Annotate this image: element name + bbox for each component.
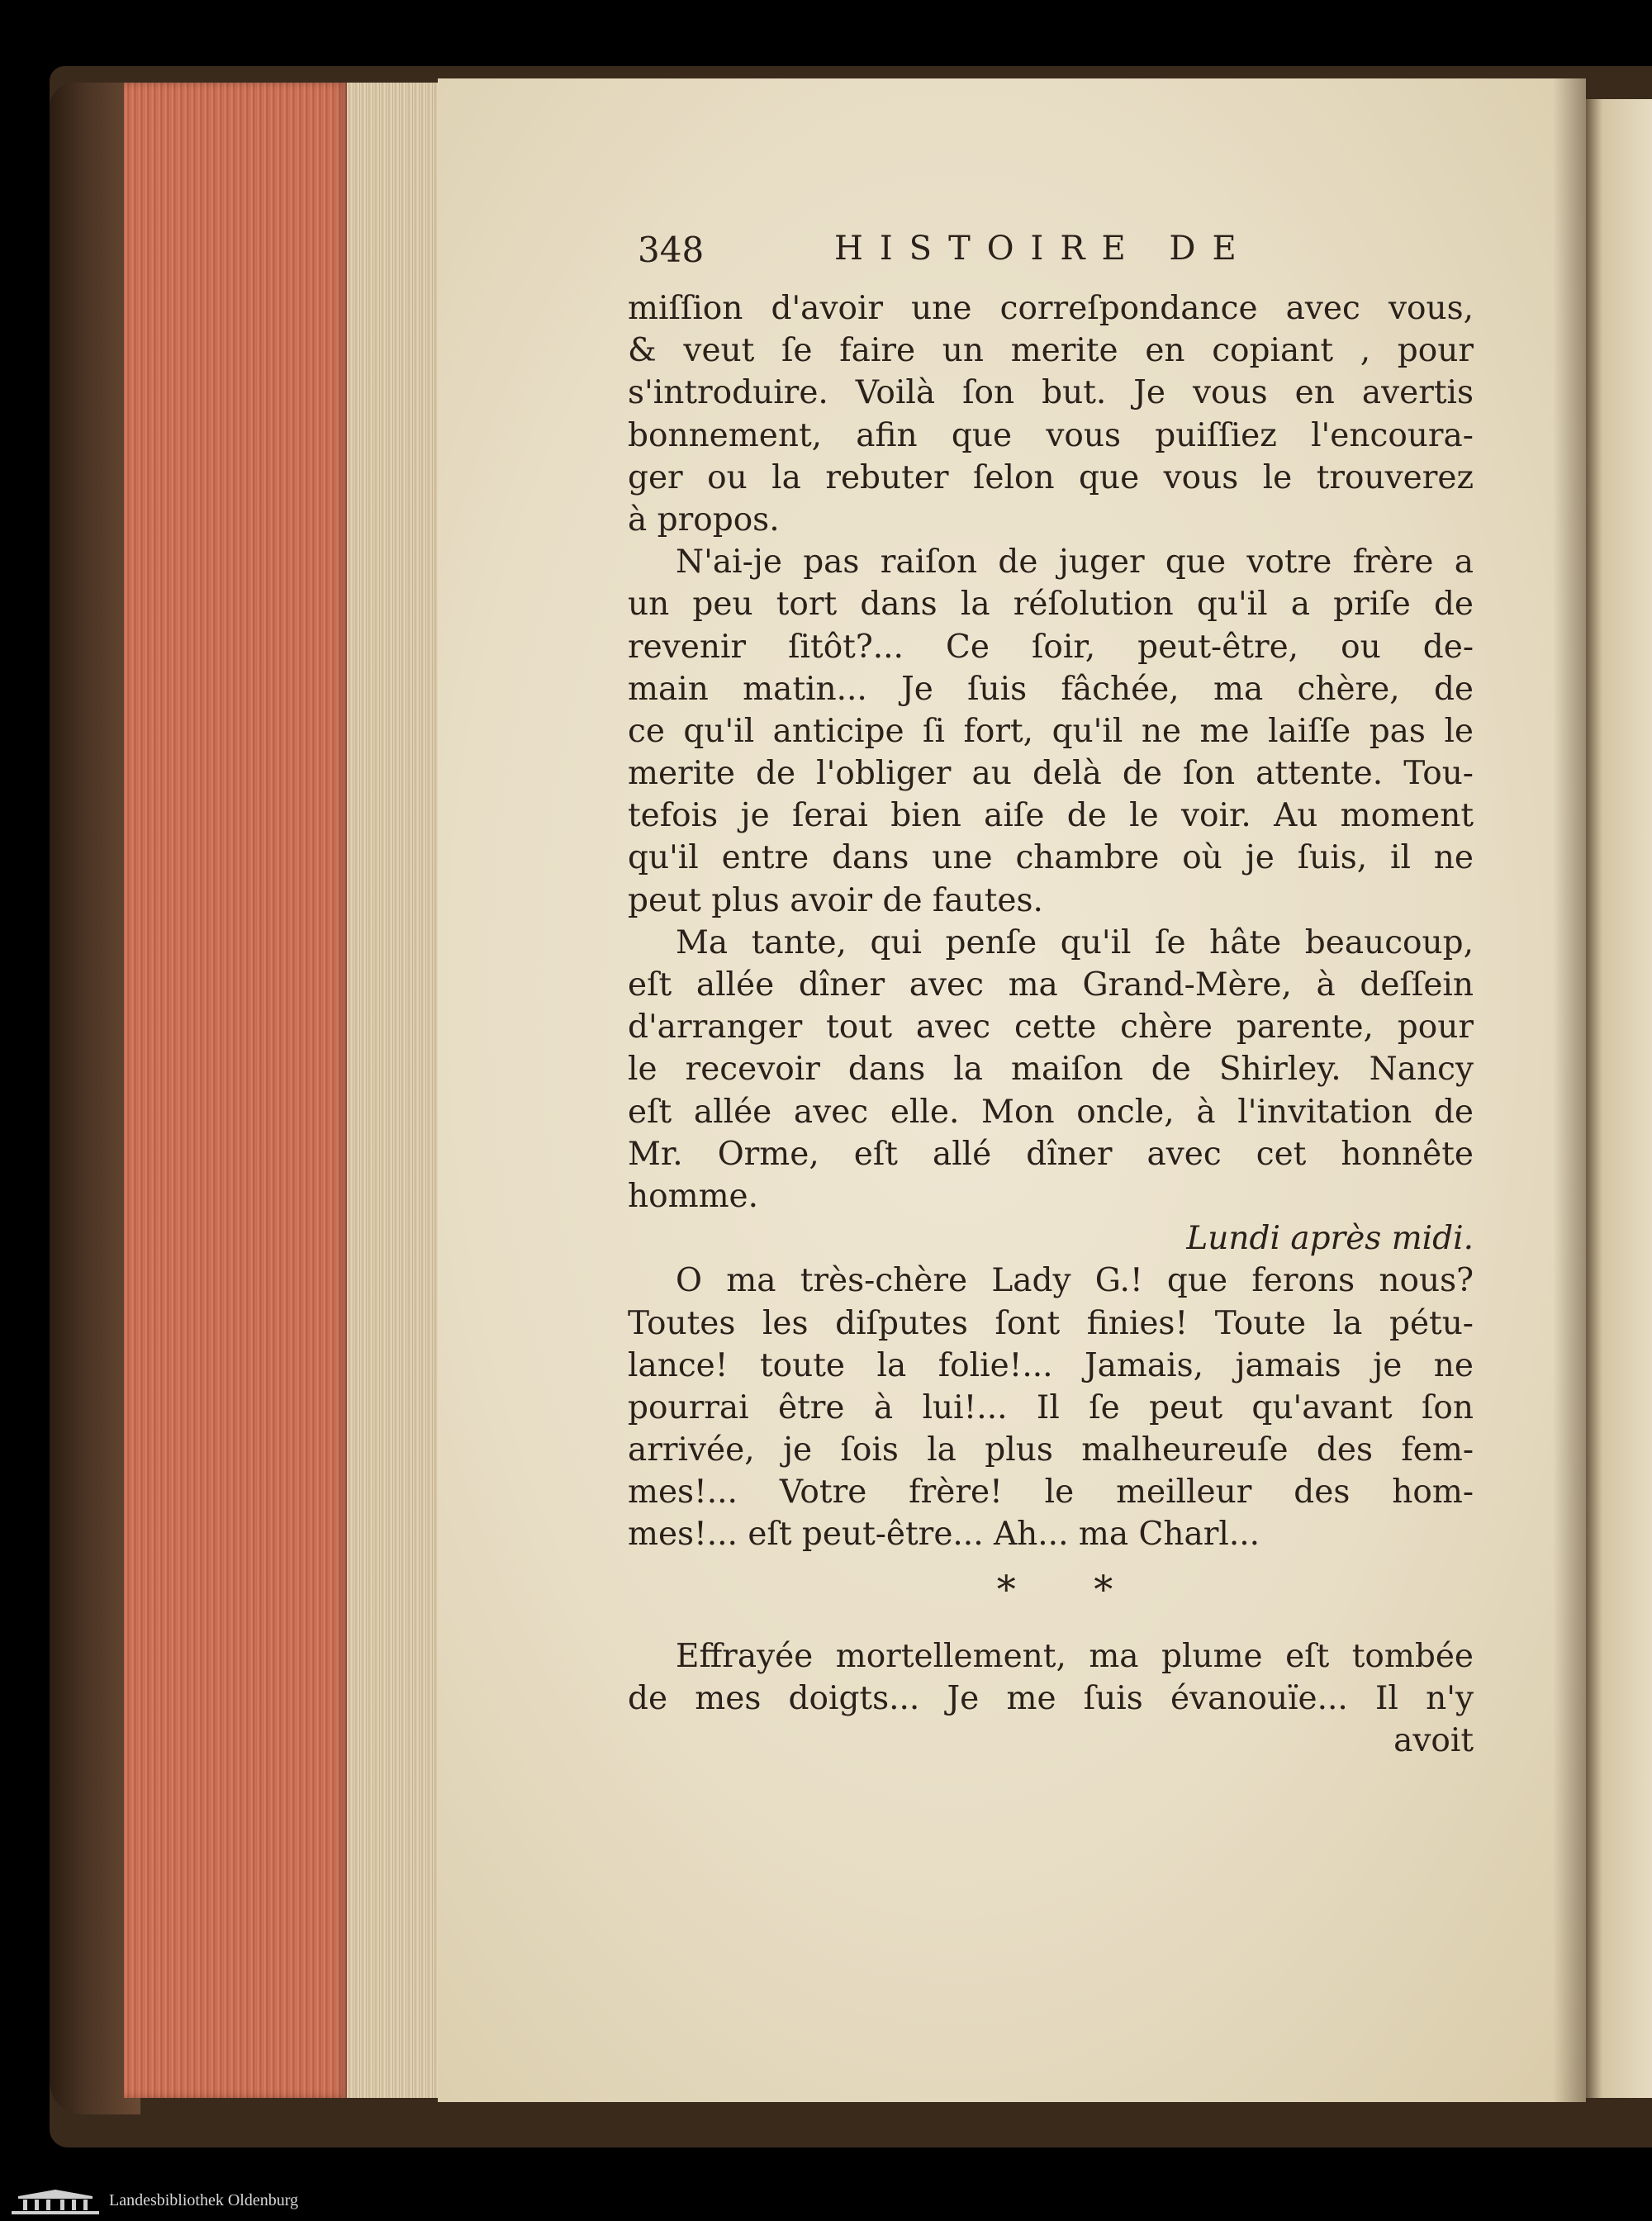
text-line: Effrayée mortellement, ma plume eſt tombée bbox=[676, 1637, 1474, 1675]
text-line: qu'il entre dans une chambre où je ſuis, il ne bbox=[628, 839, 1474, 877]
running-title: HISTOIRE DE bbox=[834, 230, 1253, 268]
text-line: mes!... eſt peut-être... Ah... ma Charl... bbox=[628, 1516, 1260, 1554]
text-line: mes!... Votre frère! le meilleur des hom- bbox=[628, 1474, 1474, 1512]
running-head bbox=[628, 230, 1474, 287]
page-text-block bbox=[628, 230, 1474, 1762]
text-line: ce qu'il anticipe ſi fort, qu'il ne me laiſſe pas le bbox=[628, 712, 1474, 750]
text-line: miſſion d'avoir une correſpondance avec vous, bbox=[628, 290, 1474, 327]
text-line: main matin... Je ſuis fâchée, ma chère, de bbox=[628, 670, 1474, 708]
text-line: O ma très-chère Lady G.! que ferons nous? bbox=[676, 1262, 1474, 1300]
text-line: revenir ſitôt?... Ce ſoir, peut-être, ou de- bbox=[628, 628, 1474, 666]
text-line: un peu tort dans la réſolution qu'il a priſe de bbox=[628, 586, 1474, 624]
footer-bar bbox=[0, 2183, 1652, 2221]
section-break-asterisks: * * bbox=[996, 1566, 1146, 1611]
text-line: eſt allée dîner avec ma Grand-Mère, à deſſein bbox=[628, 966, 1474, 1004]
dateline: Lundi après midi. bbox=[1186, 1220, 1474, 1258]
library-name: Landesbibliothek Oldenburg bbox=[109, 2191, 299, 2209]
page-number: 348 bbox=[638, 230, 705, 270]
text-line: ger ou la rebuter ſelon que vous le trouverez bbox=[628, 458, 1474, 496]
text-line: arrivée, je ſois la plus malheureuſe des fem- bbox=[628, 1431, 1474, 1469]
page-edges bbox=[347, 83, 438, 2098]
catchword: avoit bbox=[1393, 1722, 1474, 1759]
text-line: à propos. bbox=[628, 501, 780, 539]
text-line: homme. bbox=[628, 1177, 759, 1215]
text-line: & veut ſe faire un merite en copiant , pour bbox=[628, 332, 1474, 370]
text-line: lance! toute la folie!... Jamais, jamais je ne bbox=[628, 1346, 1474, 1384]
library-building-icon bbox=[10, 2188, 101, 2216]
text-line: merite de l'obliger au delà de ſon attente. Tou- bbox=[628, 755, 1474, 793]
text-line: bonnement, afin que vous puiſſiez l'encoura- bbox=[628, 416, 1474, 454]
text-line: Ma tante, qui penſe qu'il ſe hâte beaucoup, bbox=[676, 923, 1474, 961]
text-line: Toutes les diſputes ſont finies! Toute la pétu- bbox=[628, 1304, 1474, 1342]
text-line: Mr. Orme, eſt allé dîner avec cet honnête bbox=[628, 1135, 1474, 1173]
text-line: peut plus avoir de fautes. bbox=[628, 881, 1043, 919]
text-line: eſt allée avec elle. Mon oncle, à l'invitation de bbox=[628, 1093, 1474, 1131]
text-line: d'arranger tout avec cette chère parente, pour bbox=[628, 1008, 1474, 1046]
text-line: le recevoir dans la maiſon de Shirley. Nancy bbox=[628, 1051, 1474, 1089]
facing-page-edge bbox=[1586, 99, 1652, 2098]
page-edges-red bbox=[124, 83, 347, 2098]
text-line: s'introduire. Voilà ſon but. Je vous en avertis bbox=[628, 374, 1474, 412]
text-line: de mes doigts... Je me ſuis évanouïe... Il n'y bbox=[628, 1679, 1474, 1717]
text-line: tefois je ſerai bien aiſe de le voir. Au moment bbox=[628, 797, 1474, 835]
text-line: pourrai être à lui!... Il ſe peut qu'avant ſon bbox=[628, 1388, 1474, 1426]
text-line: N'ai-je pas raiſon de juger que votre frère a bbox=[676, 543, 1474, 581]
page-gutter bbox=[1553, 78, 1586, 2102]
